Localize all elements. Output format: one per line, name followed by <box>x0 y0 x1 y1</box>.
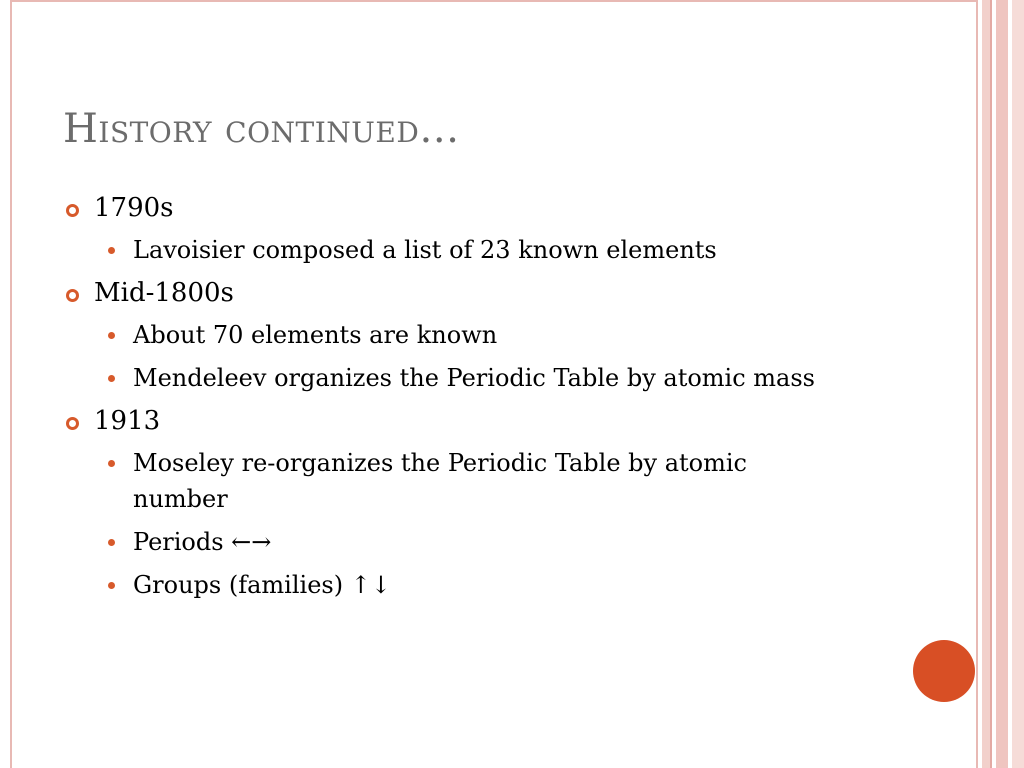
decorative-stripe <box>1012 0 1024 768</box>
dot-bullet-icon <box>108 460 115 467</box>
list-item-text: Groups (families) ↑↓ <box>133 571 391 599</box>
dot-bullet-icon <box>108 247 115 254</box>
list-item <box>63 232 833 268</box>
slide-title: History continued… <box>63 106 460 152</box>
decorative-stripe <box>976 0 978 768</box>
slide-content <box>63 190 903 610</box>
list-item-text: Mendeleev organizes the Periodic Table by atomic mass <box>133 364 815 392</box>
decorative-stripe <box>990 0 992 768</box>
list-item-text: About 70 elements are known <box>133 321 498 349</box>
ring-bullet-icon <box>66 289 79 302</box>
list-item <box>63 360 833 396</box>
dot-bullet-icon <box>108 539 115 546</box>
section-heading-text: 1790s <box>94 193 174 223</box>
ring-bullet-icon <box>66 204 79 217</box>
decorative-stripe <box>982 0 990 768</box>
decorative-circle <box>913 640 975 702</box>
section-heading <box>63 403 903 439</box>
section-heading-text: Mid-1800s <box>94 278 234 308</box>
list-item <box>63 567 833 603</box>
list-item <box>63 445 833 517</box>
ring-bullet-icon <box>66 417 79 430</box>
list-item <box>63 524 833 560</box>
section-heading <box>63 190 903 226</box>
list-item-text: Moseley re-organizes the Periodic Table by atomic number <box>133 449 747 513</box>
list-item-text: Periods ←→ <box>133 528 272 556</box>
section-heading-text: 1913 <box>94 406 161 436</box>
dot-bullet-icon <box>108 332 115 339</box>
list-item-text: Lavoisier composed a list of 23 known elements <box>133 236 717 264</box>
frame-left-border <box>10 0 12 768</box>
dot-bullet-icon <box>108 375 115 382</box>
frame-top-border <box>10 0 976 2</box>
decorative-stripe <box>996 0 1008 768</box>
list-item <box>63 317 833 353</box>
section-heading <box>63 275 903 311</box>
dot-bullet-icon <box>108 582 115 589</box>
